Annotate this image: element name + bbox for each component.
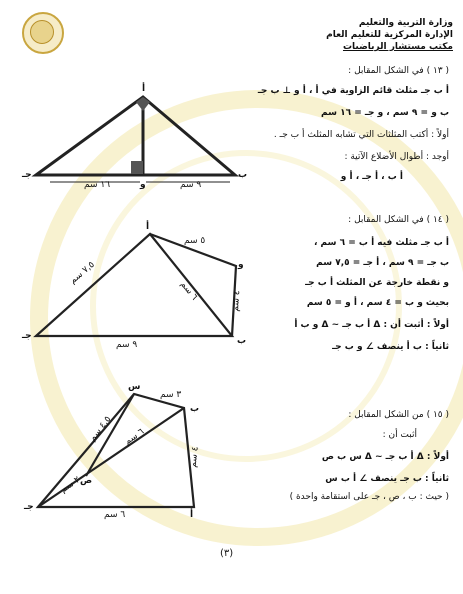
q13-label-c: جـ bbox=[22, 170, 32, 180]
q14-length-ad: ٥ سم bbox=[184, 236, 206, 246]
q15-prove: أثبت أن : bbox=[382, 430, 417, 440]
q14-length-db: ٤ سم bbox=[230, 290, 243, 312]
q13-given-2: ب و = ٩ سم ، و جـ = ١٦ سم bbox=[321, 108, 449, 118]
q14-length-ac: ٧,٥ سم bbox=[68, 259, 97, 287]
q15-label-a: أ bbox=[190, 510, 194, 520]
q14-part-1: أولاً : أثبت أن : Δ أ ب جـ ~ Δ و ب أ bbox=[294, 320, 449, 330]
q14-label-c: جـ bbox=[22, 331, 32, 341]
q14-label-d: و bbox=[238, 260, 244, 270]
q14-title: ( ١٤ ) في الشكل المقابل : bbox=[348, 215, 449, 225]
q13-given-1: أ ب جـ مثلث قائم الزاوية في أ ، أ و ⊥ ب جـ bbox=[257, 86, 449, 96]
q15-length-cs: ٤,٥ سم bbox=[87, 414, 114, 444]
q14-given-2: ب جـ = ٩ سم ، أ جـ = ٧,٥ سم bbox=[316, 258, 449, 268]
q15-part-1: أولاً : Δ أ ب جـ ~ Δ س ب ص bbox=[321, 452, 449, 462]
q15-label-s: س bbox=[128, 382, 141, 392]
q15-part-2: ثانياً : ب جـ ينصف ∠ أ ب س bbox=[325, 474, 449, 484]
q14-length-ab: ٦ سم bbox=[178, 279, 200, 303]
q13-find: أوجد : أطوال الأضلاع الآتية : bbox=[344, 152, 449, 162]
q13-title: ( ١٣ ) في الشكل المقابل : bbox=[348, 66, 449, 76]
q15-length-ba: ٤ سم bbox=[188, 445, 201, 469]
q14-label-b: ب bbox=[237, 336, 247, 346]
q13-label-d: و bbox=[140, 180, 146, 190]
page-number: (٣) bbox=[220, 548, 234, 559]
q14-given-4: بحيث و ب = ٤ سم ، أ و = ٥ سم bbox=[306, 298, 449, 308]
q15-length-pb: ٦ سم bbox=[123, 426, 147, 448]
q13-part-1: أولاً : أكتب المثلثات التي تشابه المثلث أ ب جـ . bbox=[273, 130, 449, 140]
q14-label-a: أ bbox=[146, 222, 150, 232]
q13-sides: أ ب ، أ جـ ، أ و bbox=[340, 172, 403, 182]
q13-length-db: ٩ سم bbox=[180, 180, 202, 190]
header-ministry: وزارة التربية والتعليم bbox=[358, 18, 453, 28]
q13-length-cd: ١٦ سم bbox=[84, 180, 111, 190]
q15-note: ( حيث : ب ، ص ، جـ على استقامة واحدة ) bbox=[289, 492, 449, 502]
header-office: مكتب مستشار الرياضيات bbox=[342, 42, 453, 52]
q15-length-ca: ٦ سم bbox=[104, 510, 126, 520]
q14-length-cb: ٩ سم bbox=[116, 340, 138, 350]
q13-label-b: ب bbox=[238, 170, 248, 180]
q15-label-b: ب bbox=[190, 404, 200, 414]
q15-title: ( ١٥ ) من الشكل المقابل : bbox=[348, 410, 449, 420]
q13-label-a: أ bbox=[142, 84, 146, 94]
q14-given-1: أ ب جـ مثلث فيه أ ب = ٦ سم ، bbox=[314, 238, 449, 248]
header-administration: الإدارة المركزية للتعليم العام bbox=[326, 30, 453, 40]
q15-length-sb: ٣ سم bbox=[160, 390, 182, 400]
q15-length-cp: ٢ سم bbox=[59, 474, 83, 496]
q14-given-3: و نقطة خارجة عن المثلث أ ب جـ bbox=[305, 278, 449, 288]
q14-part-2: ثانياً : ب أ ينصف ∠ و ب جـ bbox=[332, 342, 449, 352]
q15-label-p: ص bbox=[80, 476, 93, 486]
q15-label-c: جـ bbox=[24, 502, 34, 512]
